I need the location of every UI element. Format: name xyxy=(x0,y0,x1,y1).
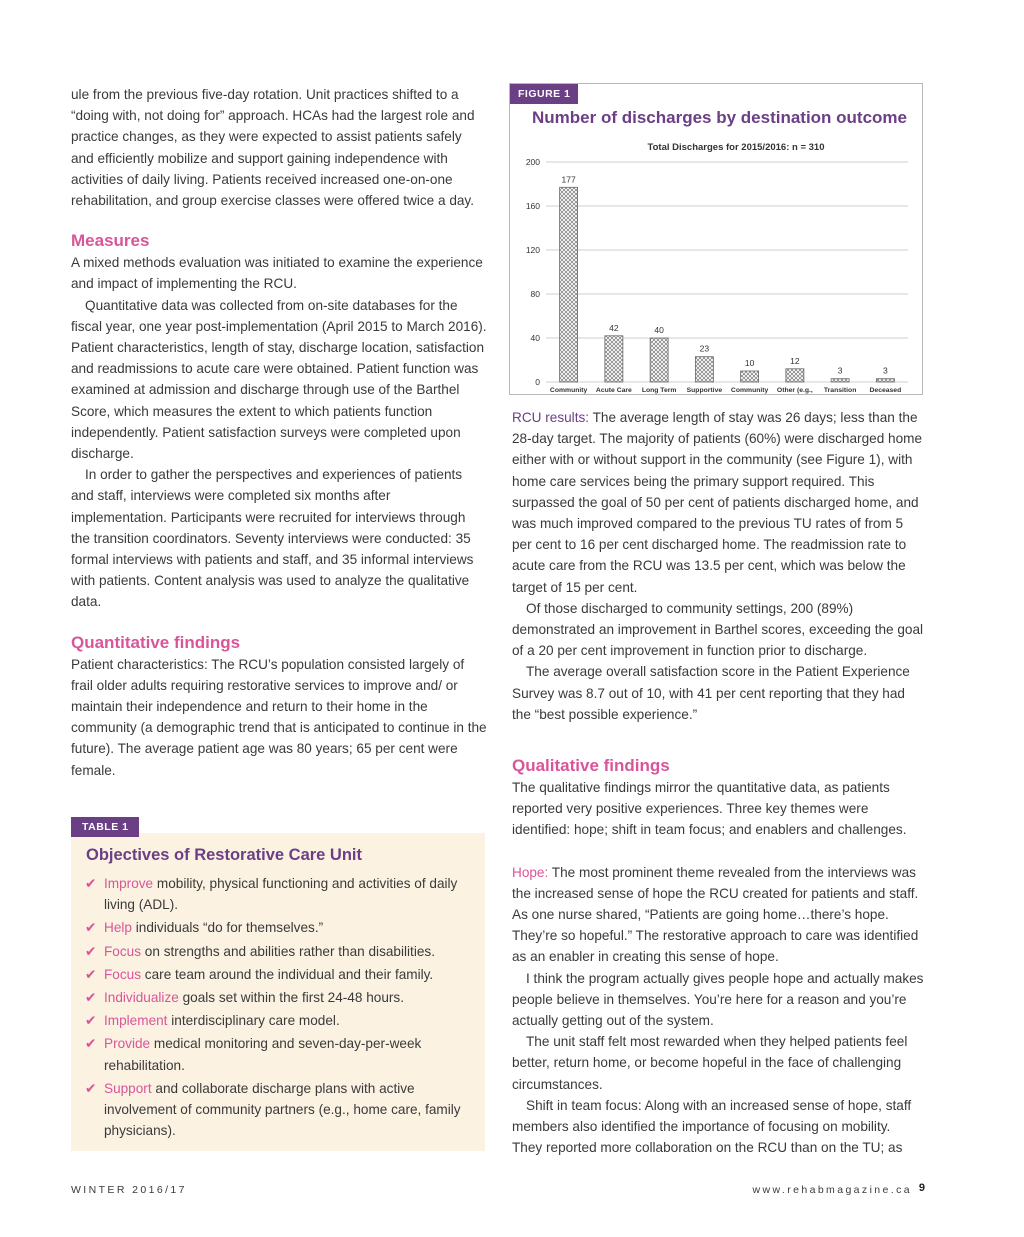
left-column xyxy=(71,84,487,781)
objective-keyword: Focus xyxy=(104,966,142,982)
x-tick-label: Transition xyxy=(823,387,857,394)
x-tick-label: Acute Care xyxy=(595,387,632,394)
measures-paragraph-1: A mixed methods evaluation was initiated to examine the experience and impact of implementing the RCU. xyxy=(71,255,483,292)
bar xyxy=(876,379,894,382)
data-label: 42 xyxy=(609,322,619,333)
objectives-list xyxy=(85,873,475,1143)
quantitative-paragraph-1: Patient characteristics: The RCU’s population consisted largely of frail older adults requiring restorative services to improve and/ or maintain their independence and return to their home in the community (a demographic trend that is anticipated to continue in the future). The average patient age was 80 years; 65 per cent were female. xyxy=(71,656,487,778)
objective-text: medical monitoring and seven-day-per-week rehabilitation. xyxy=(104,1036,422,1073)
x-tick-label: Other (e.g., xyxy=(776,387,813,394)
check-icon: ✔ xyxy=(85,1013,97,1029)
objective-keyword: Support xyxy=(104,1080,152,1096)
check-icon: ✔ xyxy=(85,1036,97,1052)
footer-issue: WINTER 2016/17 xyxy=(71,1184,187,1196)
y-tick-label: 40 xyxy=(530,333,540,343)
footer-website: www.rehabmagazine.ca xyxy=(752,1184,912,1196)
objective-text: goals set within the first 24-48 hours. xyxy=(178,990,404,1006)
objective-text: care team around the individual and their family. xyxy=(141,966,434,982)
qualitative-paragraph-1: The qualitative findings mirror the quantitative data, as patients reported very positive experiences. Three key themes were identified: hope; shift in team focus; and enablers and challenges. xyxy=(512,780,907,838)
check-icon: ✔ xyxy=(85,990,97,1006)
hope-paragraph-1 xyxy=(512,862,924,968)
x-tick-label: Community xyxy=(730,387,769,394)
hope-label: Hope: xyxy=(512,864,549,880)
x-tick-label: Long Term xyxy=(641,387,677,394)
objective-text: individuals “do for themselves.” xyxy=(131,920,324,936)
data-label: 177 xyxy=(561,174,576,185)
data-label: 3 xyxy=(837,365,843,376)
bar xyxy=(560,187,578,382)
bar xyxy=(650,338,668,382)
table-title: Objectives of Restorative Care Unit xyxy=(86,846,363,864)
objective-item xyxy=(85,941,475,962)
objective-text: mobility, physical functioning and activities of daily living (ADL). xyxy=(104,876,458,913)
figure-1 xyxy=(509,83,923,395)
intro-paragraph: ule from the previous five-day rotation. Unit practices shifted to a “doing with, not doing for” approach. HCAs had the largest role and practice changes, as they were expected to assist patients safely and efficiently mobilize and support gaining independence with activities of daily living. Patients received increased one-on-one rehabilitation, and group exercise classes were offered twice a day. xyxy=(71,87,475,209)
figure-title: Number of discharges by destination outcome xyxy=(532,108,908,127)
data-label: 40 xyxy=(654,325,664,335)
objective-text: on strengths and abilities rather than disabilities. xyxy=(141,943,435,959)
qualitative-heading: Qualitative findings xyxy=(512,756,670,776)
check-icon: ✔ xyxy=(85,1080,97,1096)
objective-item xyxy=(85,873,475,915)
data-label: 10 xyxy=(744,358,755,368)
objective-keyword: Individualize xyxy=(104,990,179,1006)
objective-item xyxy=(85,1010,475,1031)
x-tick-label: Supportive xyxy=(686,387,723,394)
check-icon: ✔ xyxy=(85,943,97,959)
figure-tag: FIGURE 1 xyxy=(510,84,578,104)
y-tick-label: 0 xyxy=(535,377,540,387)
measures-paragraph-3: In order to gather the perspectives and experiences of patients and staff, interviews were completed six months after implementation. Participants were recruited for interviews through the transition coordinators. Seventy interviews were conducted: 35 formal interviews with patients and staff, and 35 informal interviews with patients. Content analysis was used to analyze the qualitative data. xyxy=(71,467,474,610)
right-column xyxy=(512,407,924,1159)
objective-text: interdisciplinary care model. xyxy=(167,1013,340,1029)
results-paragraph-1 xyxy=(512,407,924,598)
data-label: 23 xyxy=(699,343,710,354)
check-icon: ✔ xyxy=(85,920,97,936)
y-tick-label: 160 xyxy=(525,201,540,211)
results-text: The average length of stay was 26 days; less than the 28-day target. The majority of patients (60%) were discharged home either with or without support in the community (see Figure 1), with home care services being the primary support required. This surpassed the goal of 50 per cent of patients discharged home, and was much improved compared to the previous TU rates of from 5 per cent to 16 per cent discharged home. The readmission rate to acute care from the RCU was 13.5 per cent, which was below the target of 15 per cent. xyxy=(512,410,923,595)
results-label: RCU results: xyxy=(512,410,590,425)
bar xyxy=(741,371,759,382)
y-tick-label: 80 xyxy=(530,289,540,299)
quantitative-heading: Quantitative findings xyxy=(71,632,241,652)
check-icon: ✔ xyxy=(85,876,97,891)
y-tick-label: 120 xyxy=(525,245,540,255)
objective-keyword: Provide xyxy=(104,1036,151,1052)
table-tag: TABLE 1 xyxy=(71,817,139,837)
check-icon: ✔ xyxy=(85,966,97,982)
objective-item xyxy=(85,917,475,938)
data-label: 12 xyxy=(790,355,800,366)
objective-keyword: Implement xyxy=(104,1013,168,1029)
results-paragraph-3: The average overall satisfaction score in the Patient Experience Survey was 8.7 out of 10, with 41 per cent reporting that they had the “best possible experience.” xyxy=(512,664,910,722)
objective-text: and collaborate discharge plans with active involvement of community partners (e.g., home care, family physicians). xyxy=(104,1080,461,1139)
hope-quote: I think the program actually gives people hope and actually makes people believe in themselves. You’re here for a reason and you’re actually getting out of the system. xyxy=(512,970,924,1029)
discharge-bar-chart xyxy=(510,132,922,394)
chart-title: Total Discharges for 2015/2016: n = 310 xyxy=(647,142,825,153)
measures-paragraph-2: Quantitative data was collected from on-site databases for the fiscal year, one year post-implementation (April 2015 to March 2016). Patient characteristics, length of stay, discharge location, satisfaction and readmissions to acute care were obtained. Patient function was examined at admission and discharge through use of the Barthel Score, which measures the extent to which patients function independently. Patient satisfaction surveys were completed upon discharge. xyxy=(71,297,487,462)
results-paragraph-2: Of those discharged to community settings, 200 (89%) demonstrated an improvement in Barthel scores, exceeding the goal of a 20 per cent improvement in function prior to discharge. xyxy=(512,600,924,659)
x-tick-label: Community xyxy=(549,387,588,394)
hope-paragraph-3: The unit staff felt most rewarded when they helped patients feel better, return home, or become hopeful in the face of challenging circumstances. xyxy=(512,1034,908,1092)
objective-keyword: Focus xyxy=(104,943,142,959)
bar xyxy=(605,336,623,382)
objective-item xyxy=(85,987,475,1008)
objective-keyword: Help xyxy=(104,920,132,936)
x-tick-label: Deceased xyxy=(869,387,902,394)
shift-paragraph-1: Shift in team focus: Along with an increased sense of hope, staff members also identified the importance of focusing on mobility. They reported more collaboration on the RCU than on the TU; as xyxy=(512,1097,912,1156)
objective-item xyxy=(85,1078,475,1142)
bar xyxy=(831,379,849,382)
y-tick-label: 200 xyxy=(525,157,540,167)
bar xyxy=(695,357,713,382)
hope-text: The most prominent theme revealed from the interviews was the increased sense of hope the RCU created for patients and staff. As one nurse shared, “Patients are going home…there’s hope. They’re so hopeful.” The restorative approach to care was identified as an enabler in creating this sense of hope. xyxy=(512,864,919,965)
objective-item xyxy=(85,1033,475,1075)
objective-keyword: Improve xyxy=(104,876,154,891)
measures-heading: Measures xyxy=(71,231,150,251)
objective-item xyxy=(85,964,475,985)
page-number: 9 xyxy=(918,1182,925,1194)
bar xyxy=(786,369,804,382)
data-label: 3 xyxy=(883,365,888,376)
